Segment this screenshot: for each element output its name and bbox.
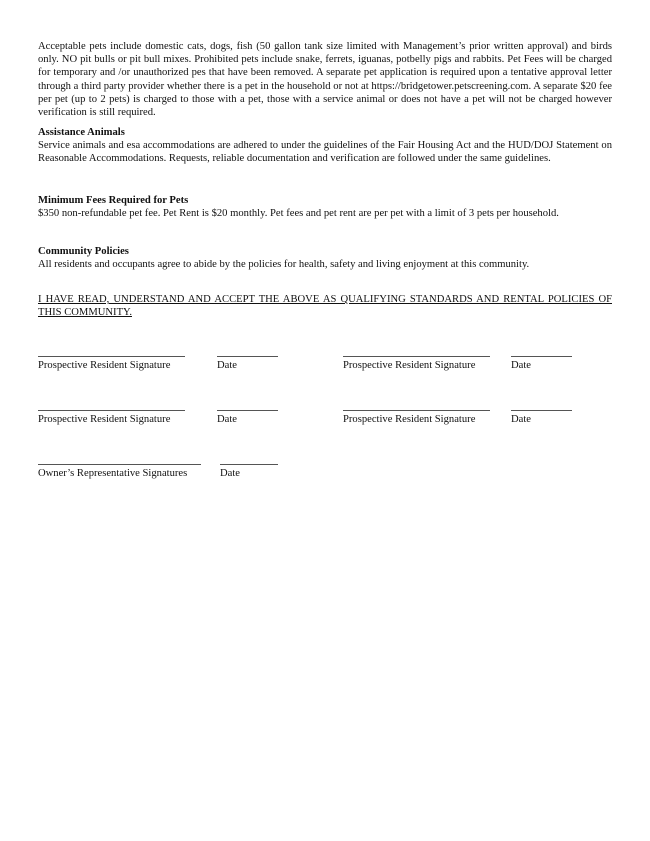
date-label: Date	[511, 414, 531, 425]
date-line	[220, 464, 278, 465]
signature-line	[38, 410, 185, 411]
date-line	[217, 410, 278, 411]
signature-line	[343, 356, 490, 357]
pet-fees-heading: Minimum Fees Required for Pets	[38, 195, 189, 206]
date-label: Date	[220, 468, 240, 479]
date-label: Date	[217, 360, 237, 371]
date-line	[511, 410, 572, 411]
signature-label: Prospective Resident Signature	[38, 414, 171, 425]
signature-label: Prospective Resident Signature	[38, 360, 171, 371]
pet-policy-text: Acceptable pets include domestic cats, dogs, fish (50 gallon tank size limited with Management’s prior written approval) and birds only. NO pit bulls or pit bull mixes. Prohibited pets include snake, ferrets, iguanas, potbelly pigs and rabbits. Pet Fees will be charged for temporary and /or unauthorized pes that have been removed. A separate pet application is required upon a tentative approval letter through a third party provider whether there is a pet in the household or not at https://bridgetower.petscreening.com. A separate $20 fee per pet (up to 2 pets) is charged to those with a pet, those with a service animal or does not have a pet will not be charged however verification is still required.	[38, 41, 612, 119]
pet-fees-text: $350 non-refundable pet fee. Pet Rent is $20 monthly. Pet fees and pet rent are per pet with a limit of 3 pets per household.	[38, 208, 559, 220]
date-line	[511, 356, 572, 357]
assistance-animals-text: Service animals and esa accommodations are adhered to under the guidelines of the Fair Housing Act and the HUD/DOJ Statement on Reasonable Accommodations. Requests, reliable documentation and verification are followed under the same guidelines.	[38, 140, 612, 165]
pet-policy-paragraph	[38, 40, 612, 119]
signature-line	[343, 410, 490, 411]
date-label: Date	[217, 414, 237, 425]
assistance-animals-section	[38, 126, 612, 166]
community-policies-heading: Community Policies	[38, 246, 129, 257]
signature-line	[38, 464, 201, 465]
owner-signature-label: Owner’s Representative Signatures	[38, 468, 188, 479]
date-line	[217, 356, 278, 357]
signature-label: Prospective Resident Signature	[343, 414, 476, 425]
acknowledgement-statement: I HAVE READ, UNDERSTAND AND ACCEPT THE ABOVE AS QUALIFYING STANDARDS AND RENTAL POLICIES OF THIS COMMUNITY.	[38, 294, 612, 319]
community-policies-text: All residents and occupants agree to abide by the policies for health, safety and living enjoyment at this community.	[38, 259, 530, 271]
assistance-animals-heading: Assistance Animals	[38, 127, 125, 138]
signature-line	[38, 356, 185, 357]
community-policies-section	[38, 245, 612, 271]
date-label: Date	[511, 360, 531, 371]
signature-label: Prospective Resident Signature	[343, 360, 476, 371]
pet-fees-section	[38, 194, 612, 220]
